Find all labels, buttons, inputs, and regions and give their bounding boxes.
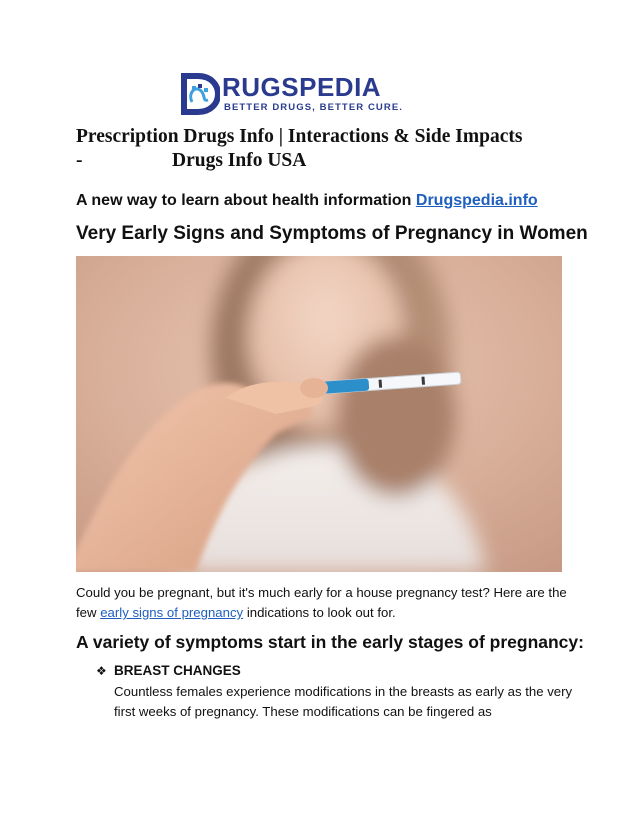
intro-text-part2: indications to look out for. [246,605,396,620]
site-tagline-text: A new way to learn about health information [76,192,412,209]
logo-name: RUGSPEDIA [222,72,382,102]
page-title-dash: - [76,150,83,171]
section-heading: A variety of symptoms start in the early stages of pregnancy: [76,632,584,652]
bullet-text: Countless females experience modifications in the breasts as early as the very first weeks of pregnancy. These modifications can be fingered as [114,684,573,719]
early-signs-link[interactable]: early signs of pregnancy [100,605,244,620]
diamond-bullet-icon: ❖ [96,664,107,678]
site-tagline [76,192,538,210]
site-link[interactable]: Drugspedia.info [415,192,538,209]
article-title: Very Early Signs and Symptoms of Pregnancy in Women [76,223,588,244]
page-title-line2: Drugs Info USA [172,150,307,171]
pregnancy-test-illustration [76,256,562,572]
page-title [76,125,576,173]
logo-tagline: BETTER DRUGS, BETTER CURE. [224,102,404,113]
bullet-breast-changes [96,663,241,678]
logo-d-icon [178,72,220,116]
intro-paragraph [76,583,576,623]
pregnancy-test-photo [76,256,562,572]
bullet-title: BREAST CHANGES [114,663,241,678]
page-title-line1: Prescription Drugs Info | Interactions & Side Impacts [76,126,523,147]
intro-text-part1: Could you be pregnant, but it's much early for a house pregnancy test? Here are the few [76,585,567,620]
drugspedia-logo[interactable] [178,72,418,118]
